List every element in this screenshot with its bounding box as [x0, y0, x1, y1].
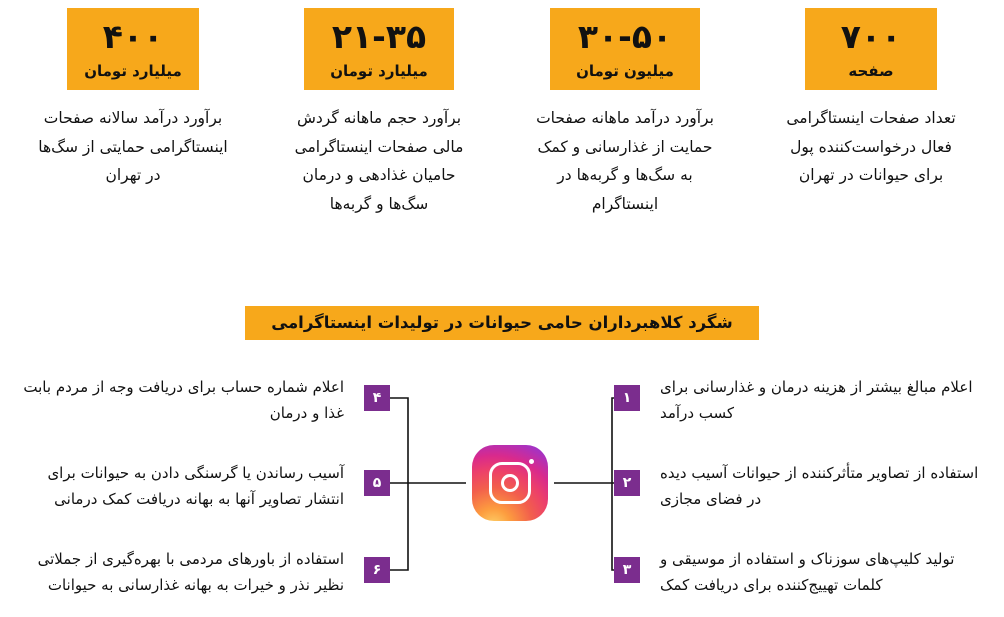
node-label-6: استفاده از باورهای مردمی با بهره‌گیری از جملاتی نظیر نذر و خیرات به بهانه غذارسانی به حیوانات: [37, 550, 344, 595]
stat-card: [748, 8, 994, 219]
stat-card: [10, 8, 256, 219]
section-banner: [0, 306, 1004, 340]
node-label-4: اعلام شماره حساب برای دریافت وجه از مردم بابت غذا و درمان: [23, 378, 344, 423]
stat-badge: [550, 8, 700, 90]
stat-number: ۴۰۰: [102, 17, 164, 56]
stat-unit: میلیارد تومان: [330, 61, 428, 80]
node-label-1: اعلام مبالغ بیشتر از هزینه درمان و غذارسانی برای کسب درآمد: [660, 378, 973, 423]
stat-description: برآورد درآمد سالانه صفحات اینستاگرامی حمایتی از سگ‌ها در تهران: [38, 108, 228, 185]
stat-unit: میلیارد تومان: [84, 61, 182, 80]
stat-number: ۷۰۰: [840, 17, 902, 56]
node-number-4: ۴: [364, 385, 390, 411]
stat-description: برآورد حجم ماهانه گردش مالی صفحات اینستاگرامی حامیان غذادهی و درمان سگ‌ها و گربه‌ها: [294, 108, 464, 213]
spoke-diagram: [0, 352, 1004, 617]
stats-row: [0, 8, 1004, 219]
stat-number: ۳۰-۵۰: [577, 17, 673, 56]
node-number-1: ۱: [614, 385, 640, 411]
stat-badge: [67, 8, 199, 90]
node-number-3: ۳: [614, 557, 640, 583]
node-number-5: ۵: [364, 470, 390, 496]
stat-badge: [304, 8, 454, 90]
node-number-6: ۶: [364, 557, 390, 583]
node-number-2: ۲: [614, 470, 640, 496]
node-label-5: آسیب رساندن یا گرسنگی دادن به حیوانات برای انتشار تصاویر آنها به بهانه دریافت کمک درمانی: [47, 464, 344, 509]
stat-description: برآورد درآمد ماهانه صفحات حمایت از غذارسانی و کمک به سگ‌ها و گربه‌ها در اینستاگرام: [536, 108, 714, 213]
instagram-icon: [472, 445, 548, 521]
stat-badge: [805, 8, 937, 90]
node-label-3: تولید کلیپ‌های سوزناک و استفاده از موسیقی و کلمات تهییج‌کننده برای دریافت کمک: [660, 550, 955, 595]
banner-title: شگرد کلاهبرداران حامی حیوانات در تولیدات اینستاگرامی: [245, 306, 758, 340]
stat-unit: صفحه: [848, 61, 894, 80]
stat-card: [256, 8, 502, 219]
stat-card: [502, 8, 748, 219]
stat-unit: میلیون تومان: [576, 61, 674, 80]
stat-description: تعداد صفحات اینستاگرامی فعال درخواست‌کننده پول برای حیوانات در تهران: [786, 108, 956, 185]
node-label-2: استفاده از تصاویر متأثرکننده از حیوانات آسیب دیده در فضای مجازی: [660, 464, 979, 509]
stat-number: ۲۱-۳۵: [331, 17, 427, 56]
